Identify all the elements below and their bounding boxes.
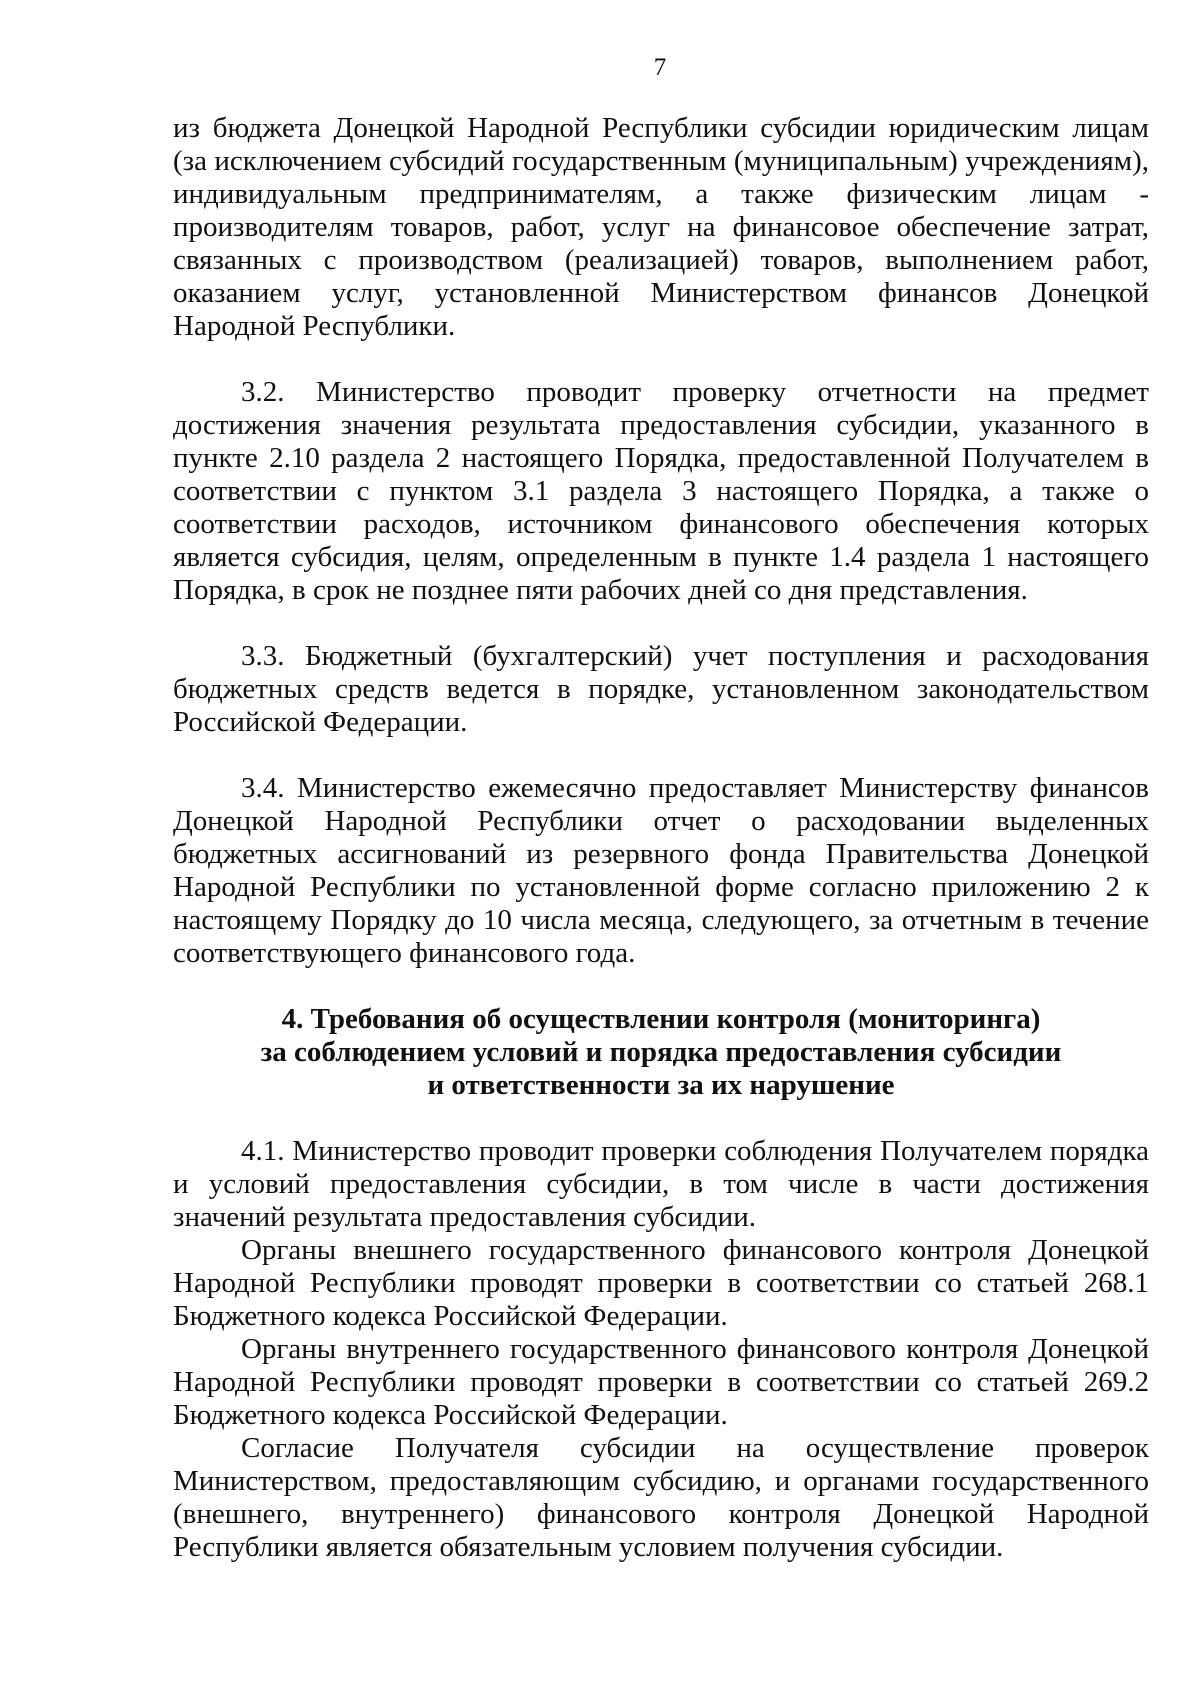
page-number: 7 (653, 54, 667, 81)
paragraph-external-control: Органы внешнего государственного финансового контроля Донецкой Народной Республики проводят проверки в соответствии со статьей 268.1 Бюджетного кодекса Российской Федерации. (173, 1234, 1149, 1332)
paragraph-recipient-consent: Согласие Получателя субсидии на осуществление проверок Министерством, предоставляющим субсидию, и органами государственного (внешнего, внутреннего) финансового контроля Донецкой Народной Республики является обязательным условием получения субсидии. (173, 1432, 1149, 1563)
continuation-paragraph: из бюджета Донецкой Народной Республики субсидии юридическим лицам (за исключением субсидий государственным (муниципальным) учреждениям), индивидуальным предпринимателям, а также физическим лицам - производителям товаров, работ, услуг на финансовое обеспечение затрат, связанных с производством (реализацией) товаров, выполнением работ, оказанием услуг, установленной Министерством финансов Донецкой Народной Республики. (173, 112, 1149, 342)
paragraph-internal-control: Органы внутреннего государственного финансового контроля Донецкой Народной Республики проводят проверки в соответствии со статьей 269.2 Бюджетного кодекса Российской Федерации. (173, 1333, 1149, 1431)
document-body (173, 112, 1149, 1564)
section-4-heading-line-2: за соблюдением условий и порядка предоставления субсидии (260, 1036, 1062, 1068)
paragraph-4-1: 4.1. Министерство проводит проверки соблюдения Получателем порядка и условий предоставления субсидии, в том числе в части достижения значений результата предоставления субсидии. (173, 1135, 1149, 1233)
paragraph-3-2: 3.2. Министерство проводит проверку отчетности на предмет достижения значения результата предоставления субсидии, указанного в пункте 2.10 раздела 2 настоящего Порядка, предоставленной Получателем в соответствии с пунктом 3.1 раздела 3 настоящего Порядка, а также о соответствии расходов, источником финансового обеспечения которых является субсидия, целям, определенным в пункте 1.4 раздела 1 настоящего Порядка, в срок не позднее пяти рабочих дней со дня представления. (173, 376, 1149, 606)
paragraph-3-4: 3.4. Министерство ежемесячно предоставляет Министерству финансов Донецкой Народной Республики отчет о расходовании выделенных бюджетных ассигнований из резервного фонда Правительства Донецкой Народной Республики по установленной форме согласно приложению 2 к настоящему Порядку до 10 числа месяца, следующего, за отчетным в течение соответствующего финансового года. (173, 772, 1149, 969)
section-4-heading (173, 1003, 1149, 1102)
section-4-heading-line-1: 4. Требования об осуществлении контроля (мониторинга) (281, 1003, 1041, 1035)
section-4-heading-line-3: и ответственности за их нарушение (427, 1069, 895, 1101)
paragraph-3-3: 3.3. Бюджетный (бухгалтерский) учет поступления и расходования бюджетных средств ведется в порядке, установленном законодательством Российской Федерации. (173, 640, 1149, 738)
